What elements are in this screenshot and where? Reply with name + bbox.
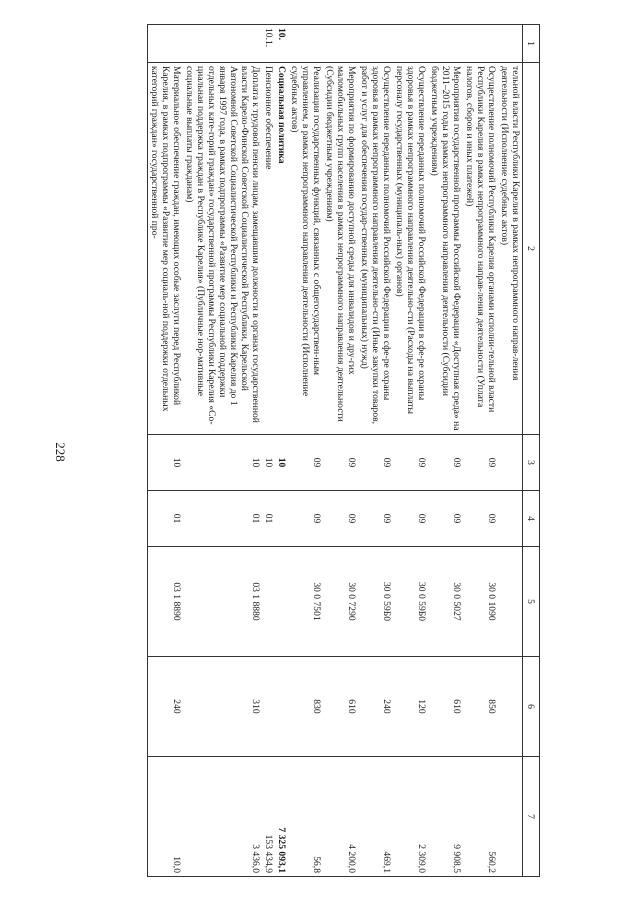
header-col-2: 2: [523, 63, 540, 435]
row-amount: 10,0: [148, 757, 184, 877]
row-name: Осуществление полномочий Республики Карелия органами исполни-тельной власти Республики Карелия в рамках непрограммного направ-ления деятельности (Уплата налогов, сборов и иных платежей): [463, 63, 498, 435]
table-row: [393, 25, 428, 877]
row-section-code: 10: [275, 435, 288, 491]
row-expense-type-code: 240: [148, 657, 184, 757]
row-target-article-code: 30 0 59Б0: [393, 547, 428, 657]
row-amount: 469,1: [358, 757, 393, 877]
row-amount: 56,8: [288, 757, 323, 877]
row-name: Реализация государственных функций, связанных с общегосударствен-ным управлением, в рамках непрограммного направления деятельности (Исполнение судебных актов): [288, 63, 323, 435]
row-section-code: 10: [262, 435, 275, 491]
row-section-code: 10: [148, 435, 184, 491]
table-row: [262, 25, 275, 877]
row-target-article-code: 30 0 1090: [463, 547, 498, 657]
header-col-7: 7: [523, 757, 540, 877]
budget-table: [147, 24, 540, 877]
row-name: Осуществление переданных полномочий Российской Федерации в сфе-ре охраны здоровья в рамках непрограммного направления деятельно-сти (Расходы на выплаты персоналу государственных (муниципаль-ных) органов): [393, 63, 428, 435]
row-expense-type-code: [275, 657, 288, 757]
row-section-code: 09: [393, 435, 428, 491]
row-amount: 2 309,0: [393, 757, 428, 877]
row-subsection-code: 09: [463, 491, 498, 547]
row-number: [463, 25, 498, 63]
row-section-code: 09: [463, 435, 498, 491]
table-row: [358, 25, 393, 877]
row-expense-type-code: 830: [288, 657, 323, 757]
row-subsection-code: 01: [262, 491, 275, 547]
row-number: [323, 25, 358, 63]
page-number: 228: [53, 442, 68, 462]
header-col-1: 1: [523, 25, 540, 63]
row-expense-type-code: 310: [183, 657, 262, 757]
row-name: Социальная политика: [275, 63, 288, 435]
row-name: Материальное обеспечение граждан, имеющих особые заслуги перед Республикой Карелия, в рамках подпрограммы «Развитие мер социаль-ной поддержки отдельных категорий граждан» государственной про-: [148, 63, 184, 435]
row-expense-type-code: 120: [393, 657, 428, 757]
table-row: [428, 25, 463, 877]
table-row: [323, 25, 358, 877]
row-subsection-code: 09: [288, 491, 323, 547]
header-col-4: 4: [523, 491, 540, 547]
row-number: [148, 25, 184, 63]
table-row: [183, 25, 262, 877]
row-target-article-code: 30 0 5027: [428, 547, 463, 657]
header-col-3: 3: [523, 435, 540, 491]
row-subsection-code: [498, 491, 523, 547]
row-name: Пенсионное обеспечение: [262, 63, 275, 435]
row-subsection-code: 01: [148, 491, 184, 547]
row-section-code: 09: [288, 435, 323, 491]
row-subsection-code: 09: [393, 491, 428, 547]
table-row: [148, 25, 184, 877]
row-target-article-code: [498, 547, 523, 657]
row-number: 10.: [275, 25, 288, 63]
row-section-code: 09: [323, 435, 358, 491]
header-col-6: 6: [523, 657, 540, 757]
row-section-code: 09: [358, 435, 393, 491]
row-expense-type-code: 610: [323, 657, 358, 757]
row-number: 10.1.: [262, 25, 275, 63]
row-amount: 7 325 093,1: [275, 757, 288, 877]
row-section-code: 10: [183, 435, 262, 491]
row-expense-type-code: 850: [463, 657, 498, 757]
header-col-5: 5: [523, 547, 540, 657]
table-body: [148, 25, 523, 877]
row-expense-type-code: [498, 657, 523, 757]
row-subsection-code: [275, 491, 288, 547]
row-section-code: [498, 435, 523, 491]
row-number: [358, 25, 393, 63]
row-amount: 4 200,0: [323, 757, 358, 877]
row-target-article-code: 30 0 7501: [288, 547, 323, 657]
row-subsection-code: 09: [428, 491, 463, 547]
table-row: [498, 25, 523, 877]
row-subsection-code: 01: [183, 491, 262, 547]
row-subsection-code: 09: [323, 491, 358, 547]
row-amount: 3 436,0: [183, 757, 262, 877]
table-row: [463, 25, 498, 877]
row-expense-type-code: [262, 657, 275, 757]
row-target-article-code: 03 1 8890: [148, 547, 184, 657]
row-name: тельной власти Республики Карелия в рамках непрограммного направ-ления деятельности (Исполнение судебных актов): [498, 63, 523, 435]
row-subsection-code: 09: [358, 491, 393, 547]
row-amount: [498, 757, 523, 877]
row-expense-type-code: 240: [358, 657, 393, 757]
row-number: [183, 25, 262, 63]
row-name: Мероприятия по формированию доступной среды для инвалидов и дру-гих маломобильных групп населения в рамках непрограммного направления деятельности (Субсидии бюджетным учреждениям): [323, 63, 358, 435]
row-amount: 9 908,5: [428, 757, 463, 877]
table-row: [288, 25, 323, 877]
row-target-article-code: 03 1 8880: [183, 547, 262, 657]
row-number: [288, 25, 323, 63]
row-section-code: 09: [428, 435, 463, 491]
row-expense-type-code: 610: [428, 657, 463, 757]
row-name: Осуществление переданных полномочий Российской Федерации в сфе-ре охраны здоровья в рамках непрограммного направления деятельно-сти (Иные закупки товаров, работ и услуг для обеспечения государ-ственных (муниципальных) нужд): [358, 63, 393, 435]
table-header-row: [523, 25, 540, 877]
row-number: [498, 25, 523, 63]
row-target-article-code: [262, 547, 275, 657]
table-row: [275, 25, 288, 877]
row-amount: 153 434,9: [262, 757, 275, 877]
row-target-article-code: 30 0 59Б0: [358, 547, 393, 657]
row-name: Доплата к трудовой пенсии лицам, замещавшим должности в органах государственной власти Карело-Финской Советской Социалистической Республики, Карельской Автономной Советской Социалистической Республики и Республики Карелия до 1 января 1997 года, в рамках подпрограммы «Развитие мер социальной поддержки отдельных кате-горий граждан» государственной программы Республики Карелия «Со-циальная поддержка граждан в Республике Карелия» (Публичные нор-мативные социальные выплаты гражданам): [183, 63, 262, 435]
row-name: Мероприятия государственной программы Российской Федерации «Доступная среда» на 2011–2015 годы в рамках непрограммного направления деятельности (Субсидии бюджетным учреждениям): [428, 63, 463, 435]
row-target-article-code: 30 0 7290: [323, 547, 358, 657]
row-number: [428, 25, 463, 63]
row-number: [393, 25, 428, 63]
row-target-article-code: [275, 547, 288, 657]
row-amount: 560,2: [463, 757, 498, 877]
